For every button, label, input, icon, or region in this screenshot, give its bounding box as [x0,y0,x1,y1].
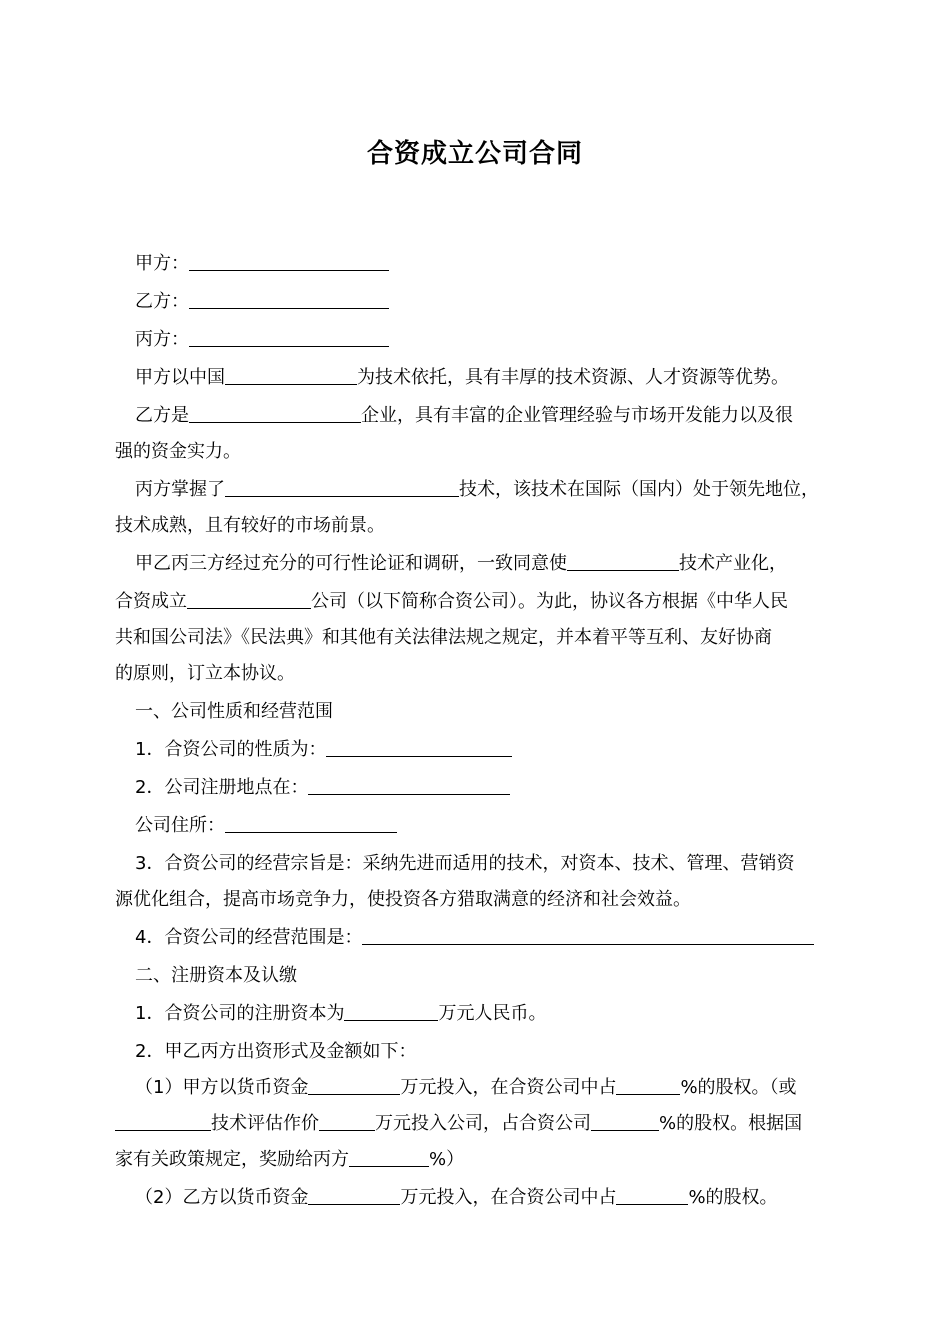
blank-fill-line [362,926,814,945]
text-segment: 技术评估作价 [211,1113,319,1134]
text-segment: %的股权。 [688,1187,778,1208]
paragraph-line [115,888,691,912]
paragraph-line [135,964,297,988]
blank-fill-line [567,552,679,571]
text-segment: %） [429,1149,465,1170]
paragraph-line [115,514,385,538]
paragraph-line [135,552,787,576]
blank-fill-line [225,814,397,833]
paragraph-line [115,1148,464,1172]
paragraph-line [135,290,389,314]
text-segment: 1．合资公司的注册资本为 [135,1003,345,1024]
text-segment: 企业，具有丰富的企业管理经验与市场开发能力以及很 [361,405,793,426]
text-segment: 万元投入，在合资公司中占 [400,1077,617,1098]
blank-fill-line [616,1186,688,1205]
blank-fill-line [187,590,311,609]
paragraph-line [135,814,397,838]
paragraph-line [135,1040,416,1064]
blank-fill-line [189,404,361,423]
blank-fill-line [319,1112,375,1131]
blank-fill-line [616,1076,680,1095]
paragraph-line [135,366,789,390]
text-segment: 家有关政策规定，奖励给丙方 [115,1149,349,1170]
blank-fill-line [189,328,389,347]
blank-fill-line [308,1186,400,1205]
paragraph-line [135,478,819,502]
text-segment: 4．合资公司的经营范围是： [135,927,363,948]
text-segment: 强的资金实力。 [115,441,241,462]
blank-fill-line [344,1002,438,1021]
paragraph-line [135,852,794,876]
paragraph-line [135,1076,797,1100]
text-segment: 3．合资公司的经营宗旨是：采纳先进而适用的技术，对资本、技术、管理、营销资 [135,853,795,874]
paragraph-line [135,700,333,724]
text-segment: 技术，该技术在国际（国内）处于领先地位， [459,479,819,500]
text-segment: 技术成熟，且有较好的市场前景。 [115,515,385,536]
blank-fill-line [591,1112,659,1131]
text-segment: 乙方： [135,291,189,312]
text-segment: 万元投入公司，占合资公司 [375,1113,591,1134]
text-segment: 万元投入，在合资公司中占 [400,1187,617,1208]
paragraph-line [135,1186,778,1210]
paragraph-line [135,1002,546,1026]
text-segment: 为技术依托，具有丰厚的技术资源、人才资源等优势。 [357,367,789,388]
paragraph-line [135,926,814,950]
blank-fill-line [225,478,459,497]
text-segment: 技术产业化， [679,553,787,574]
document-title: 合资成立公司合同 [366,139,583,169]
paragraph-line [135,328,389,352]
text-segment: %的股权。根据国 [659,1113,803,1134]
text-segment: 甲方： [135,253,189,274]
blank-fill-line [225,366,357,385]
text-segment: 源优化组合，提高市场竞争力，使投资各方猎取满意的经济和社会效益。 [115,889,691,910]
blank-fill-line [189,252,389,271]
text-segment: 一、公司性质和经营范围 [135,701,333,722]
paragraph-line [115,590,788,614]
text-segment: 2．甲乙丙方出资形式及金额如下： [135,1041,417,1062]
paragraph-line [135,776,510,800]
blank-fill-line [308,776,510,795]
text-segment: 乙方是 [135,405,189,426]
text-segment: 二、注册资本及认缴 [135,965,297,986]
text-segment: 1．合资公司的性质为： [135,739,327,760]
text-segment: （1）甲方以货币资金 [135,1077,309,1098]
text-segment: %的股权。（或 [680,1077,797,1098]
blank-fill-line [189,290,389,309]
paragraph-line [115,1112,802,1136]
text-segment: 共和国公司法》《民法典》和其他有关法律法规之规定，并本着平等互利、友好协商 [115,627,772,648]
paragraph-line [135,252,389,276]
paragraph-line [135,404,793,428]
blank-fill-line [115,1112,211,1131]
text-segment: （2）乙方以货币资金 [135,1187,309,1208]
paragraph-line [135,738,512,762]
text-segment: 丙方： [135,329,189,350]
blank-fill-line [349,1148,429,1167]
text-segment: 2．公司注册地点在： [135,777,309,798]
paragraph-line [115,626,772,650]
text-segment: 公司（以下简称合资公司）。为此，协议各方根据《中华人民 [311,591,788,612]
paragraph-line [115,440,241,464]
text-segment: 的原则，订立本协议。 [115,663,295,684]
text-segment: 甲乙丙三方经过充分的可行性论证和调研，一致同意使 [135,553,567,574]
text-segment: 甲方以中国 [135,367,225,388]
text-segment: 合资成立 [115,591,187,612]
text-segment: 万元人民币。 [438,1003,547,1024]
blank-fill-line [326,738,512,757]
paragraph-line [115,662,295,686]
blank-fill-line [308,1076,400,1095]
text-segment: 公司住所： [135,815,225,836]
text-segment: 丙方掌握了 [135,479,225,500]
